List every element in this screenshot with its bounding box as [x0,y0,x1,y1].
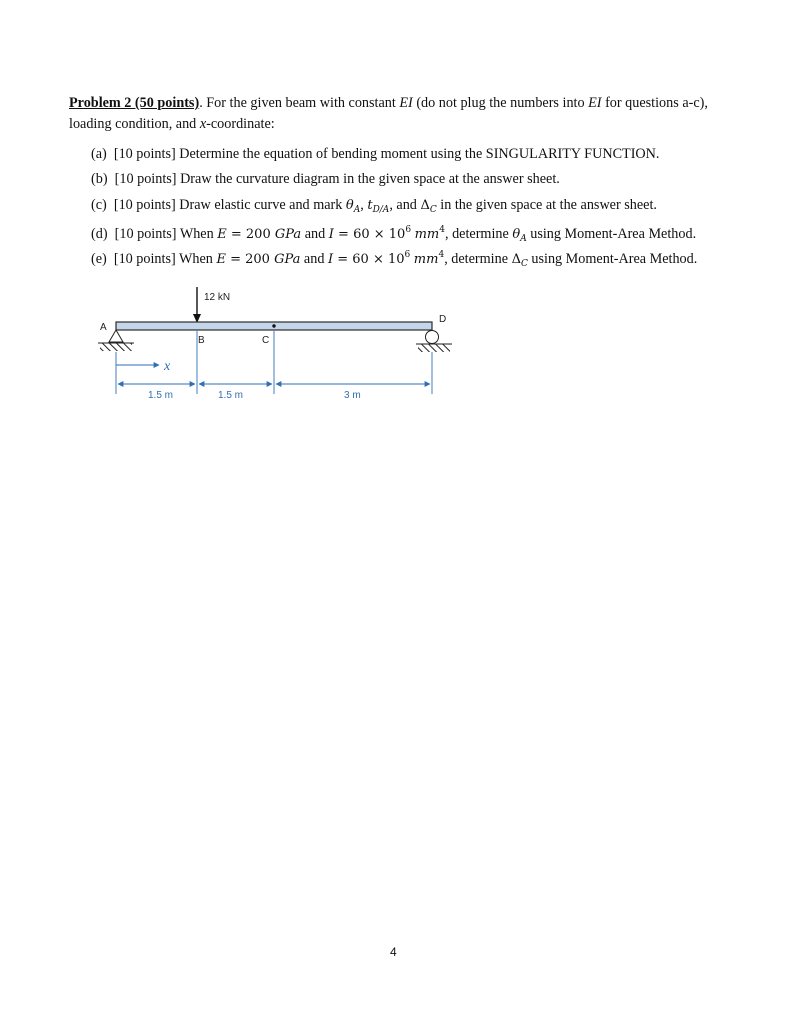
separator: and [301,225,329,242]
theta-symbol: θ [512,226,521,242]
question-points: [10 points] [114,225,177,242]
label-point-b: B [198,335,205,346]
exponent: 4 [439,224,445,235]
intro-text-4: -coordinate: [206,116,275,132]
label-point-d: D [439,314,447,325]
point-c-marker [272,324,275,327]
e-value: = 200 [226,226,275,242]
load-label: 12 kN [204,292,231,303]
label-point-c: C [262,335,270,346]
exponent: 6 [405,224,412,235]
x-axis-label: x [164,359,171,374]
t-subscript: D/A [372,204,390,215]
question-text: using Moment-Area Method. [526,225,697,242]
problem-intro [69,93,729,135]
ei-symbol-2: EI [588,95,602,111]
question-label: (c) [91,196,107,213]
question-points: [10 points] [113,146,176,162]
intro-text-2: (do not plug the numbers into [412,95,589,111]
question-e [91,243,731,268]
ei-symbol: EI [399,95,413,111]
delta-subscript: C [429,204,437,215]
theta-subscript: A [520,233,527,244]
gpa-unit: GPa [274,226,302,242]
question-text: When [179,225,218,242]
exponent: 4 [438,250,445,261]
e-value: = 200 [225,252,275,268]
question-text: Determine the equation of bending moment using the SINGULARITY FUNCTION. [179,146,660,162]
question-text: When [179,251,217,268]
theta-symbol: θ [345,197,354,213]
intro-text-1: . For the given beam with constant [199,95,400,111]
gpa-unit: GPa [274,252,301,268]
separator: and [300,251,328,268]
question-text: using Moment-Area Method. [527,251,698,268]
mm-unit: mm [414,226,440,242]
page-number: 4 [390,945,397,959]
question-d [91,218,731,243]
roller-support [416,331,452,353]
exponent: 6 [404,250,411,261]
question-text: , determine [444,225,513,242]
label-point-a: A [100,322,107,333]
question-text: in the given space at the answer sheet. [436,196,657,213]
question-points: [10 points] [113,196,176,213]
i-symbol: I [328,226,334,242]
i-value: = 60 × 10 [333,252,405,268]
question-label: (d) [91,225,108,242]
problem-heading: Problem 2 (50 points) [69,95,200,111]
i-symbol: I [327,252,334,268]
question-text: , determine [444,251,512,268]
intro-text-3: for questions a-c), loading condition, and [69,95,708,132]
question-list [91,142,731,268]
point-load-arrow [193,287,201,323]
question-text: Draw elastic curve and mark [179,196,346,213]
x-variable: x [199,116,207,132]
theta-subscript: A [353,204,361,215]
question-label: (a) [91,146,107,162]
delta-subscript: C [520,259,528,270]
question-c [91,193,731,218]
question-points: [10 points] [114,171,177,188]
t-symbol: t [367,197,373,213]
question-text: Draw the curvature diagram in the given space at the answer sheet. [180,171,560,188]
pin-support [98,330,134,351]
e-symbol: E [217,226,227,242]
question-label: (e) [91,251,107,268]
dimension-label-cd: 3 m [344,390,361,401]
delta-symbol: Δ [420,197,430,213]
i-value: = 60 × 10 [333,226,406,242]
delta-symbol: Δ [511,252,521,268]
beam-figure [90,282,470,407]
question-a [91,142,731,167]
mm-unit: mm [413,252,439,268]
dimension-label-ab: 1.5 m [148,390,174,401]
question-points: [10 points] [113,251,176,268]
question-label: (b) [91,171,108,188]
separator: , and [389,196,421,213]
dimension-label-bc: 1.5 m [218,390,244,401]
separator: , [360,196,368,213]
e-symbol: E [216,252,226,268]
question-b [91,167,731,192]
